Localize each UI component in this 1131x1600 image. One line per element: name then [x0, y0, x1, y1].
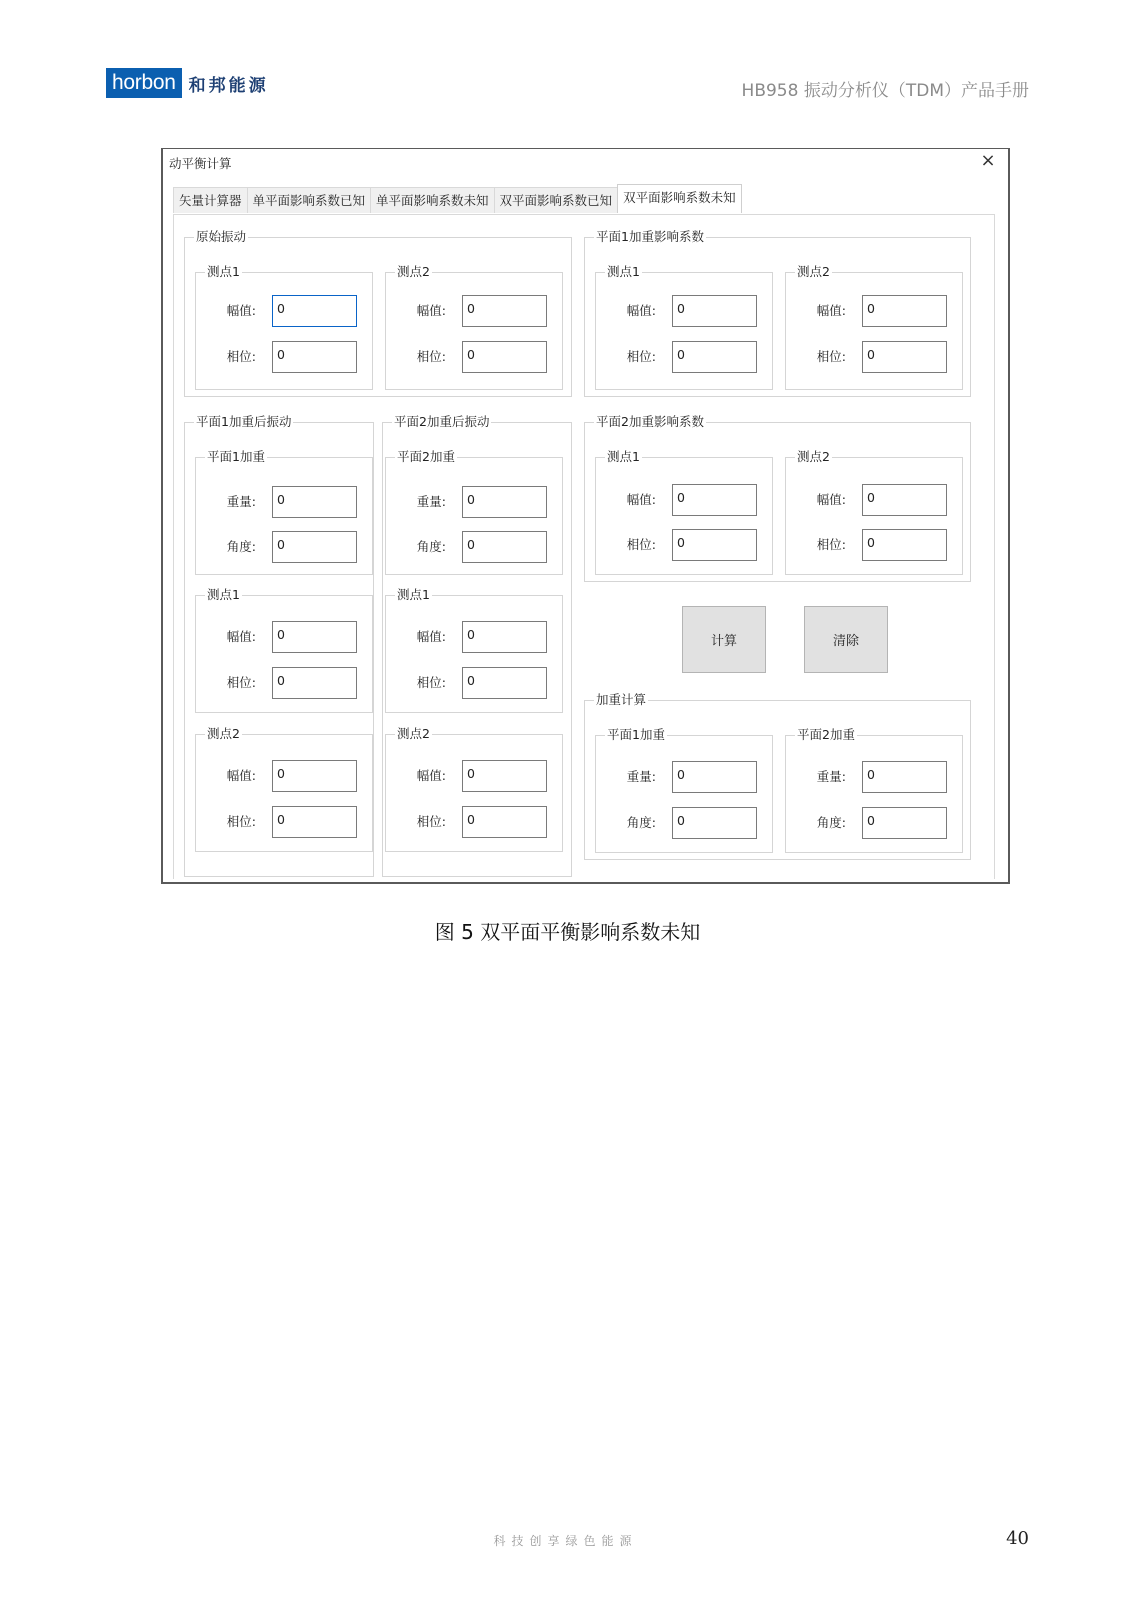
tab-bar — [173, 187, 741, 214]
amplitude-label: 幅值: — [226, 303, 256, 318]
angle-label: 角度: — [626, 815, 656, 830]
amplitude-label: 幅值: — [416, 303, 446, 318]
p1after-angle-input[interactable]: 0 — [272, 531, 357, 563]
orig-p2-amplitude-input[interactable]: 0 — [462, 295, 547, 327]
coef2-p2-amplitude-input[interactable]: 0 — [862, 484, 947, 516]
group-label: 原始振动 — [196, 229, 247, 244]
amplitude-label: 幅值: — [416, 768, 446, 783]
weight-label: 重量: — [626, 769, 656, 784]
phase-label: 相位: — [626, 537, 656, 552]
tab-panel — [173, 214, 995, 879]
tab-vector-calculator[interactable]: 矢量计算器 — [173, 187, 248, 213]
group-label: 测点2 — [397, 264, 430, 279]
figure-caption: 图 5 双平面平衡影响系数未知 — [434, 920, 701, 944]
group-point2 — [195, 726, 373, 852]
group-plane2-after-vibration — [382, 414, 572, 877]
group-label: 加重计算 — [596, 692, 647, 707]
calc-p1-weight-input[interactable]: 0 — [672, 761, 757, 793]
calc-p1-angle-input[interactable]: 0 — [672, 807, 757, 839]
phase-label: 相位: — [226, 349, 256, 364]
dialog-title: 动平衡计算 — [169, 156, 232, 171]
group-label: 测点1 — [207, 587, 240, 602]
group-plane2-coefficient — [584, 414, 971, 582]
close-icon[interactable]: × — [980, 150, 996, 171]
group-label: 平面1加重 — [607, 727, 665, 742]
group-point1 — [385, 587, 563, 713]
coef1-p2-phase-input[interactable]: 0 — [862, 341, 947, 373]
weight-label: 重量: — [816, 769, 846, 784]
amplitude-label: 幅值: — [416, 629, 446, 644]
group-label: 测点1 — [207, 264, 240, 279]
page-number: 40 — [1006, 1528, 1029, 1549]
coef2-p1-amplitude-input[interactable]: 0 — [672, 484, 757, 516]
coef2-p2-phase-input[interactable]: 0 — [862, 529, 947, 561]
group-label: 测点2 — [207, 726, 240, 741]
coef2-p1-phase-input[interactable]: 0 — [672, 529, 757, 561]
phase-label: 相位: — [416, 349, 446, 364]
p1after-weight-input[interactable]: 0 — [272, 486, 357, 518]
amplitude-label: 幅值: — [226, 768, 256, 783]
group-plane1-after-vibration — [184, 414, 374, 877]
group-weight-calculation — [584, 692, 971, 860]
calc-p2-weight-input[interactable]: 0 — [862, 761, 947, 793]
group-point1 — [195, 264, 373, 390]
calculate-button[interactable]: 计算 — [682, 606, 766, 673]
p1after-p2-amplitude-input[interactable]: 0 — [272, 760, 357, 792]
logo-mark: horbon — [106, 68, 182, 98]
logo-text: 和邦能源 — [188, 75, 269, 96]
group-point2 — [785, 449, 963, 575]
group-label: 平面2加重后振动 — [394, 414, 490, 429]
group-label: 平面1加重后振动 — [196, 414, 292, 429]
coef1-p1-phase-input[interactable]: 0 — [672, 341, 757, 373]
p1after-p2-phase-input[interactable]: 0 — [272, 806, 357, 838]
weight-label: 重量: — [226, 494, 256, 509]
p1after-p1-amplitude-input[interactable]: 0 — [272, 621, 357, 653]
phase-label: 相位: — [416, 814, 446, 829]
angle-label: 角度: — [226, 539, 256, 554]
coef1-p1-amplitude-input[interactable]: 0 — [672, 295, 757, 327]
phase-label: 相位: — [226, 675, 256, 690]
group-plane1-weight — [595, 727, 773, 853]
amplitude-label: 幅值: — [816, 492, 846, 507]
amplitude-label: 幅值: — [626, 303, 656, 318]
group-point2 — [785, 264, 963, 390]
calc-p2-angle-input[interactable]: 0 — [862, 807, 947, 839]
tab-dual-plane-unknown[interactable]: 双平面影响系数未知 — [617, 184, 742, 213]
p2after-p2-phase-input[interactable]: 0 — [462, 806, 547, 838]
angle-label: 角度: — [816, 815, 846, 830]
footer-slogan: 科技创享绿色能源 — [493, 1534, 638, 1548]
amplitude-label: 幅值: — [226, 629, 256, 644]
p2after-p2-amplitude-input[interactable]: 0 — [462, 760, 547, 792]
orig-p1-phase-input[interactable]: 0 — [272, 341, 357, 373]
p2after-p1-amplitude-input[interactable]: 0 — [462, 621, 547, 653]
phase-label: 相位: — [226, 814, 256, 829]
group-label: 测点1 — [607, 449, 640, 464]
weight-label: 重量: — [416, 494, 446, 509]
group-point2 — [385, 264, 563, 390]
p2after-weight-input[interactable]: 0 — [462, 486, 547, 518]
phase-label: 相位: — [816, 537, 846, 552]
group-plane1-coefficient — [584, 229, 971, 397]
group-point2 — [385, 726, 563, 852]
angle-label: 角度: — [416, 539, 446, 554]
p2after-angle-input[interactable]: 0 — [462, 531, 547, 563]
group-label: 测点2 — [797, 264, 830, 279]
phase-label: 相位: — [416, 675, 446, 690]
phase-label: 相位: — [816, 349, 846, 364]
group-plane2-weight — [385, 449, 563, 575]
group-label: 测点1 — [607, 264, 640, 279]
group-label: 平面2加重 — [397, 449, 455, 464]
group-label: 平面2加重影响系数 — [596, 414, 704, 429]
group-original-vibration — [184, 229, 572, 397]
group-label: 测点1 — [397, 587, 430, 602]
tab-single-plane-known[interactable]: 单平面影响系数已知 — [247, 187, 372, 213]
amplitude-label: 幅值: — [626, 492, 656, 507]
p1after-p1-phase-input[interactable]: 0 — [272, 667, 357, 699]
group-plane2-weight — [785, 727, 963, 853]
document-title: HB958 振动分析仪（TDM）产品手册 — [741, 81, 1029, 101]
group-label: 平面1加重影响系数 — [596, 229, 704, 244]
clear-button[interactable]: 清除 — [804, 606, 888, 673]
p2after-p1-phase-input[interactable]: 0 — [462, 667, 547, 699]
coef1-p2-amplitude-input[interactable]: 0 — [862, 295, 947, 327]
group-label: 测点2 — [797, 449, 830, 464]
tab-dual-plane-known[interactable]: 双平面影响系数已知 — [494, 187, 619, 213]
balance-calc-dialog — [161, 148, 1010, 884]
group-point1 — [595, 264, 773, 390]
group-label: 测点2 — [397, 726, 430, 741]
group-point1 — [195, 587, 373, 713]
company-logo — [106, 68, 269, 98]
tab-single-plane-unknown[interactable]: 单平面影响系数未知 — [370, 187, 495, 213]
orig-p2-phase-input[interactable]: 0 — [462, 341, 547, 373]
phase-label: 相位: — [626, 349, 656, 364]
amplitude-label: 幅值: — [816, 303, 846, 318]
group-label: 平面2加重 — [797, 727, 855, 742]
group-label: 平面1加重 — [207, 449, 265, 464]
orig-p1-amplitude-input[interactable]: 0 — [272, 295, 357, 327]
group-plane1-weight — [195, 449, 373, 575]
group-point1 — [595, 449, 773, 575]
